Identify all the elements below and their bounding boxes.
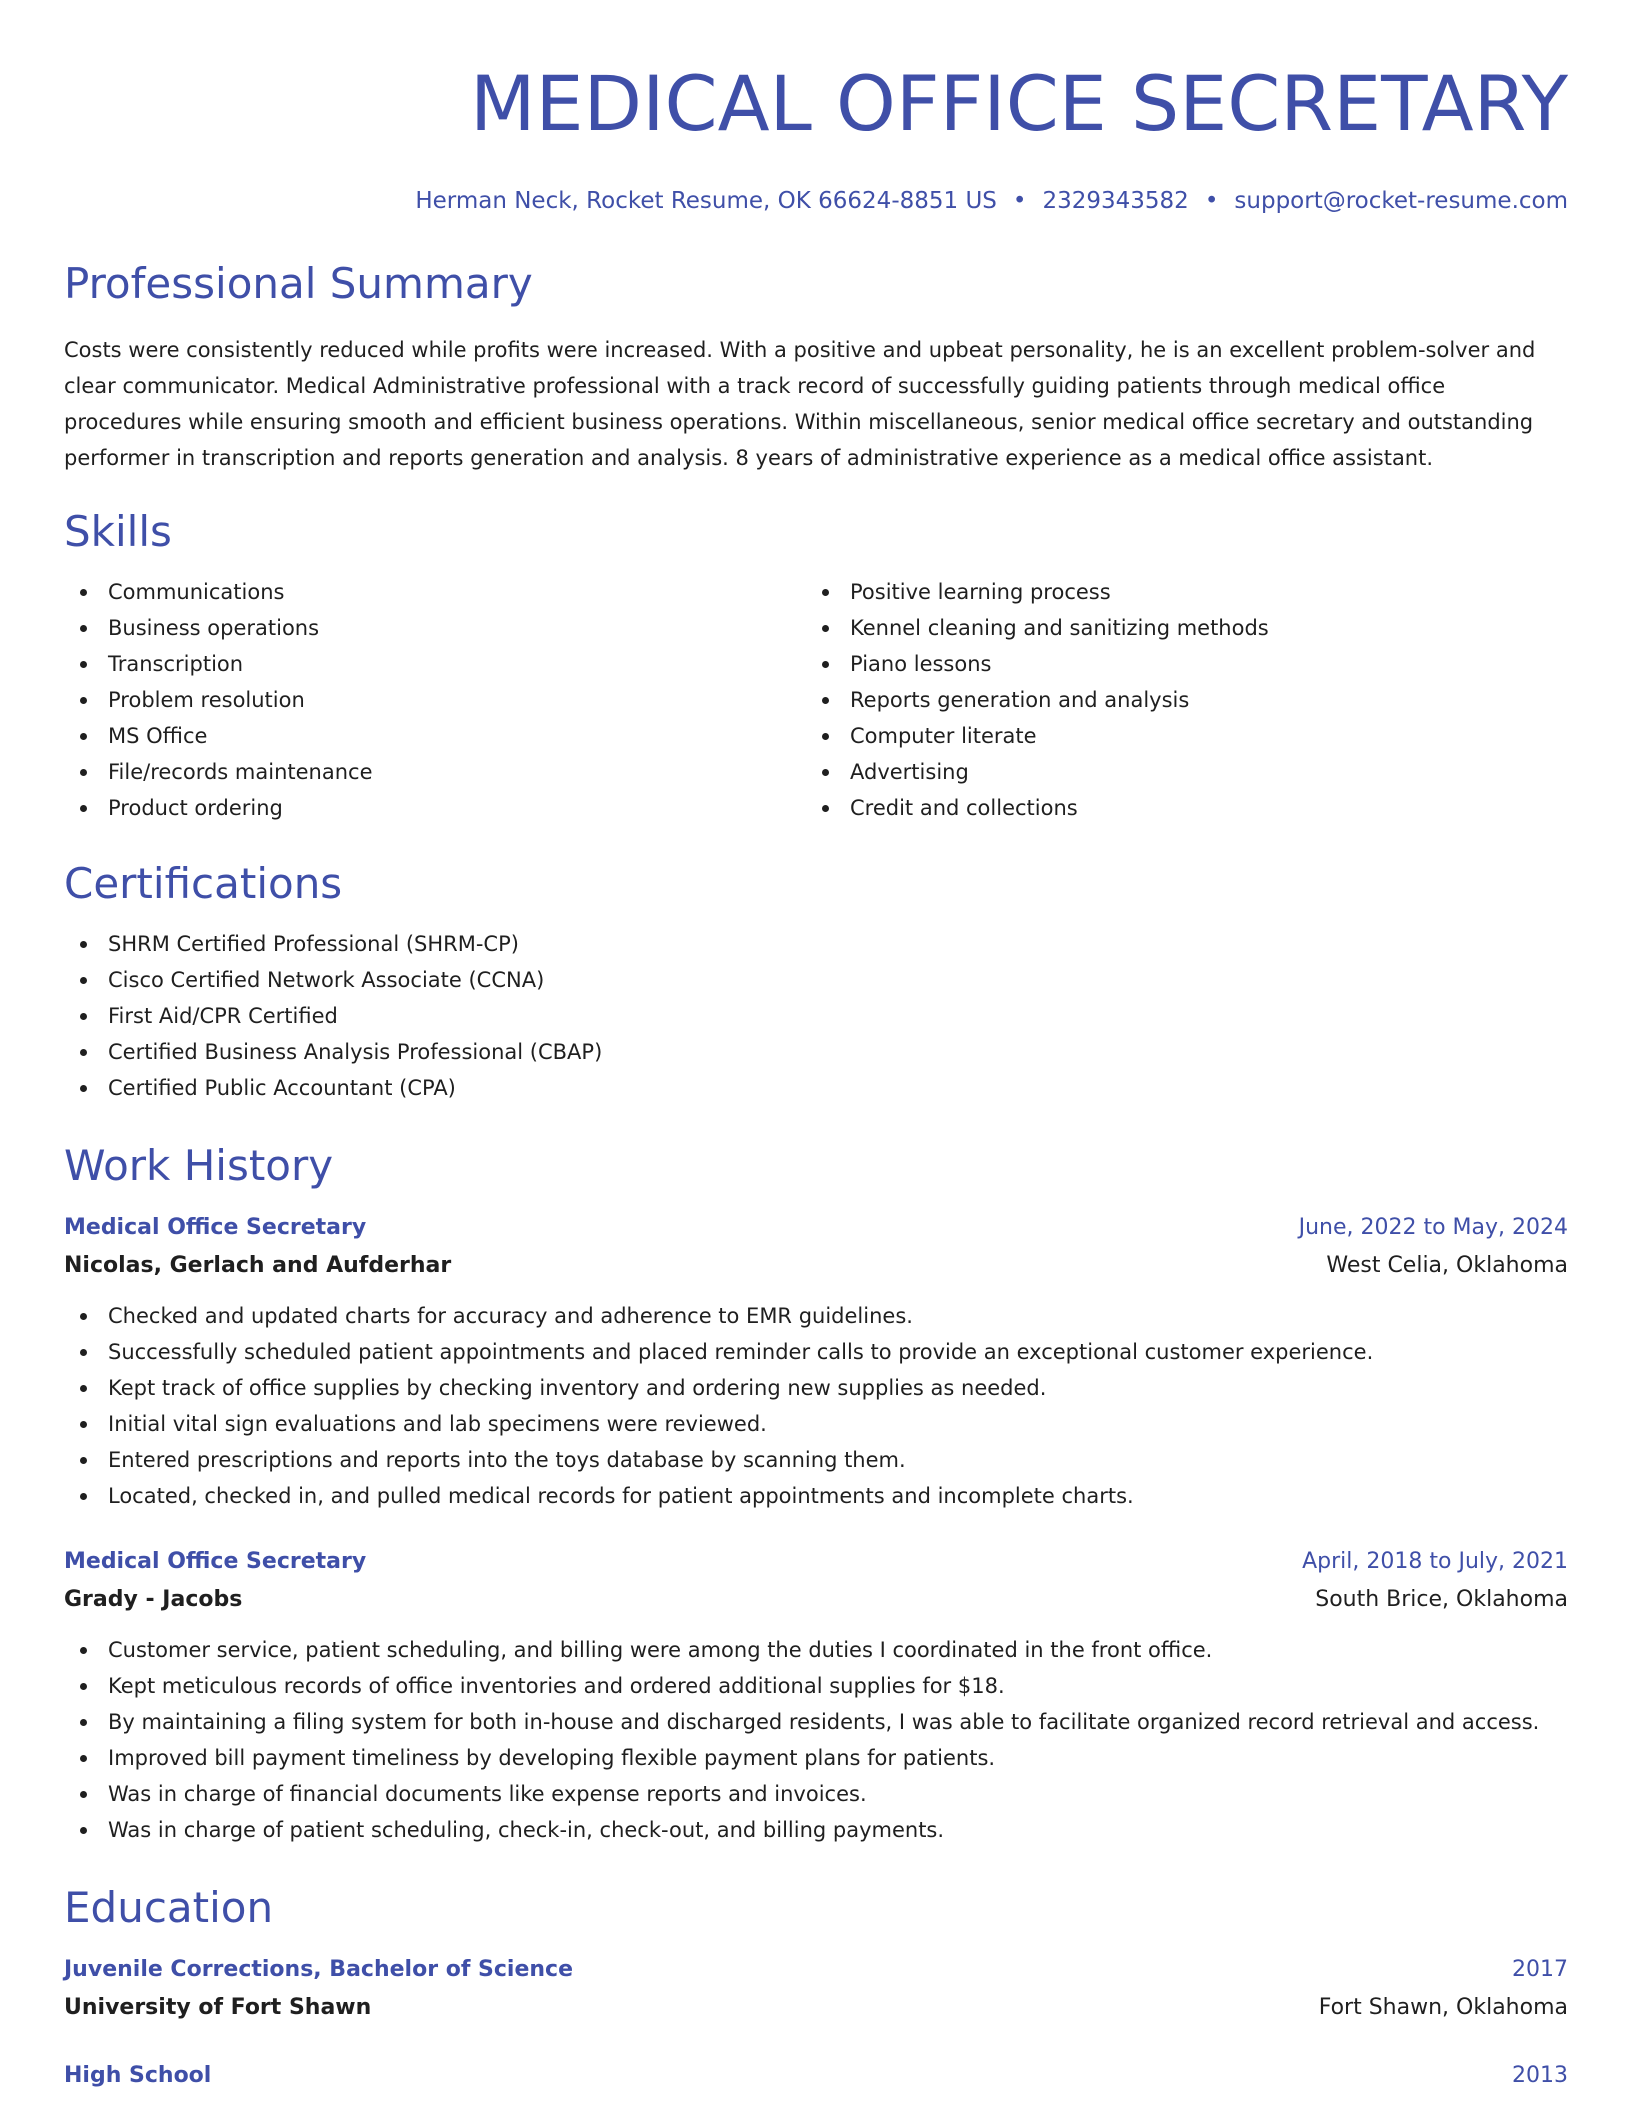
job-duty: Successfully scheduled patient appointments and placed reminder calls to provide an exceptional customer experience. xyxy=(64,1334,1568,1370)
section-title-education: Education xyxy=(64,1883,274,1932)
education-year: 2017 xyxy=(1512,1957,1568,1982)
contact-separator: • xyxy=(1204,188,1219,214)
skill-item: MS Office xyxy=(64,718,806,754)
job-duty: By maintaining a filing system for both in-house and discharged residents, I was able to facilitate organized record retrieval and access. xyxy=(64,1704,1568,1740)
section-title-skills: Skills xyxy=(64,507,172,556)
skill-item: Business operations xyxy=(64,610,806,646)
education-header-row xyxy=(64,1952,1568,1988)
job-duty: Located, checked in, and pulled medical records for patient appointments and incomplete charts. xyxy=(64,1478,1568,1514)
contact-phone: 2329343582 xyxy=(1042,188,1189,214)
job-duty: Kept meticulous records of office inventories and ordered additional supplies for $18. xyxy=(64,1668,1568,1704)
skill-item: Communications xyxy=(64,574,806,610)
certification-item: Certified Public Accountant (CPA) xyxy=(64,1070,1568,1106)
job-company-row xyxy=(64,1580,1568,1618)
education-entry xyxy=(64,1952,1568,2026)
skill-item: File/records maintenance xyxy=(64,754,806,790)
job-duty: Kept track of office supplies by checking inventory and ordering new supplies as needed. xyxy=(64,1370,1568,1406)
job-header-row xyxy=(64,1544,1568,1580)
section-title-work-history: Work History xyxy=(64,1141,334,1190)
section-title-certifications: Certifications xyxy=(64,859,343,908)
job-dates: June, 2022 to May, 2024 xyxy=(1298,1215,1568,1240)
skills-list xyxy=(64,574,1568,826)
certification-item: SHRM Certified Professional (SHRM-CP) xyxy=(64,926,1568,962)
education-header-row xyxy=(64,2058,1568,2094)
education-degree: Juvenile Corrections, Bachelor of Science xyxy=(64,1957,574,1982)
skill-item: Problem resolution xyxy=(64,682,806,718)
education-entry xyxy=(64,2058,1568,2094)
job-entry xyxy=(64,1544,1568,1848)
skills-column-right xyxy=(806,574,1548,826)
job-duty: Checked and updated charts for accuracy and adherence to EMR guidelines. xyxy=(64,1298,1568,1334)
certification-item: First Aid/CPR Certified xyxy=(64,998,1568,1034)
job-duty: Was in charge of financial documents like expense reports and invoices. xyxy=(64,1776,1568,1812)
contact-email[interactable]: support@rocket-resume.com xyxy=(1234,188,1568,214)
section-title-summary: Professional Summary xyxy=(64,259,533,308)
job-duty: Entered prescriptions and reports into the toys database by scanning them. xyxy=(64,1442,1568,1478)
skill-item: Advertising xyxy=(806,754,1548,790)
job-company-row xyxy=(64,1246,1568,1284)
skill-item: Reports generation and analysis xyxy=(806,682,1548,718)
education-degree: High School xyxy=(64,2063,212,2088)
skill-item: Credit and collections xyxy=(806,790,1548,826)
skill-item: Transcription xyxy=(64,646,806,682)
job-location: West Celia, Oklahoma xyxy=(1326,1253,1568,1278)
job-dates: April, 2018 to July, 2021 xyxy=(1302,1549,1568,1574)
certifications-list xyxy=(64,926,1568,1106)
education-school: University of Fort Shawn xyxy=(64,1995,372,2020)
job-duty: Initial vital sign evaluations and lab specimens were reviewed. xyxy=(64,1406,1568,1442)
job-duty: Customer service, patient scheduling, and billing were among the duties I coordinated in the front office. xyxy=(64,1632,1568,1668)
contact-separator: • xyxy=(1012,188,1027,214)
skills-column-left xyxy=(64,574,806,826)
job-location: South Brice, Oklahoma xyxy=(1315,1587,1568,1612)
job-company: Nicolas, Gerlach and Aufderhar xyxy=(64,1253,452,1278)
certification-item: Certified Business Analysis Professional (CBAP) xyxy=(64,1034,1568,1070)
job-duties-list xyxy=(64,1298,1568,1514)
job-duty: Improved bill payment timeliness by developing flexible payment plans for patients. xyxy=(64,1740,1568,1776)
job-company: Grady - Jacobs xyxy=(64,1587,243,1612)
education-location: Fort Shawn, Oklahoma xyxy=(1318,1995,1568,2020)
skill-item: Piano lessons xyxy=(806,646,1548,682)
skill-item: Computer literate xyxy=(806,718,1548,754)
certification-item: Cisco Certified Network Associate (CCNA) xyxy=(64,962,1568,998)
contact-line xyxy=(64,186,1568,216)
job-title: Medical Office Secretary xyxy=(64,1549,367,1574)
summary-text: Costs were consistently reduced while profits were increased. With a positive and upbeat personality, he is an excellent problem-solver and clear communicator. Medical Administrative professional with a track record of successfully guiding patients through medical office procedures while ensuring smooth and efficient business operations. Within miscellaneous, senior medical office secretary and outstanding performer in transcription and reports generation and analysis. 8 years of administrative experience as a medical office assistant. xyxy=(64,338,1536,470)
skill-item: Positive learning process xyxy=(806,574,1548,610)
education-year: 2013 xyxy=(1512,2063,1568,2088)
job-header-row xyxy=(64,1210,1568,1246)
job-title: Medical Office Secretary xyxy=(64,1215,367,1240)
job-entry xyxy=(64,1210,1568,1514)
job-duties-list xyxy=(64,1632,1568,1848)
resume-name: MEDICAL OFFICE SECRETARY xyxy=(469,59,1568,148)
contact-address: Herman Neck, Rocket Resume, OK 66624-8851 US xyxy=(415,188,997,214)
education-school-row xyxy=(64,1988,1568,2026)
skill-item: Kennel cleaning and sanitizing methods xyxy=(806,610,1548,646)
skill-item: Product ordering xyxy=(64,790,806,826)
job-duty: Was in charge of patient scheduling, check-in, check-out, and billing payments. xyxy=(64,1812,1568,1848)
